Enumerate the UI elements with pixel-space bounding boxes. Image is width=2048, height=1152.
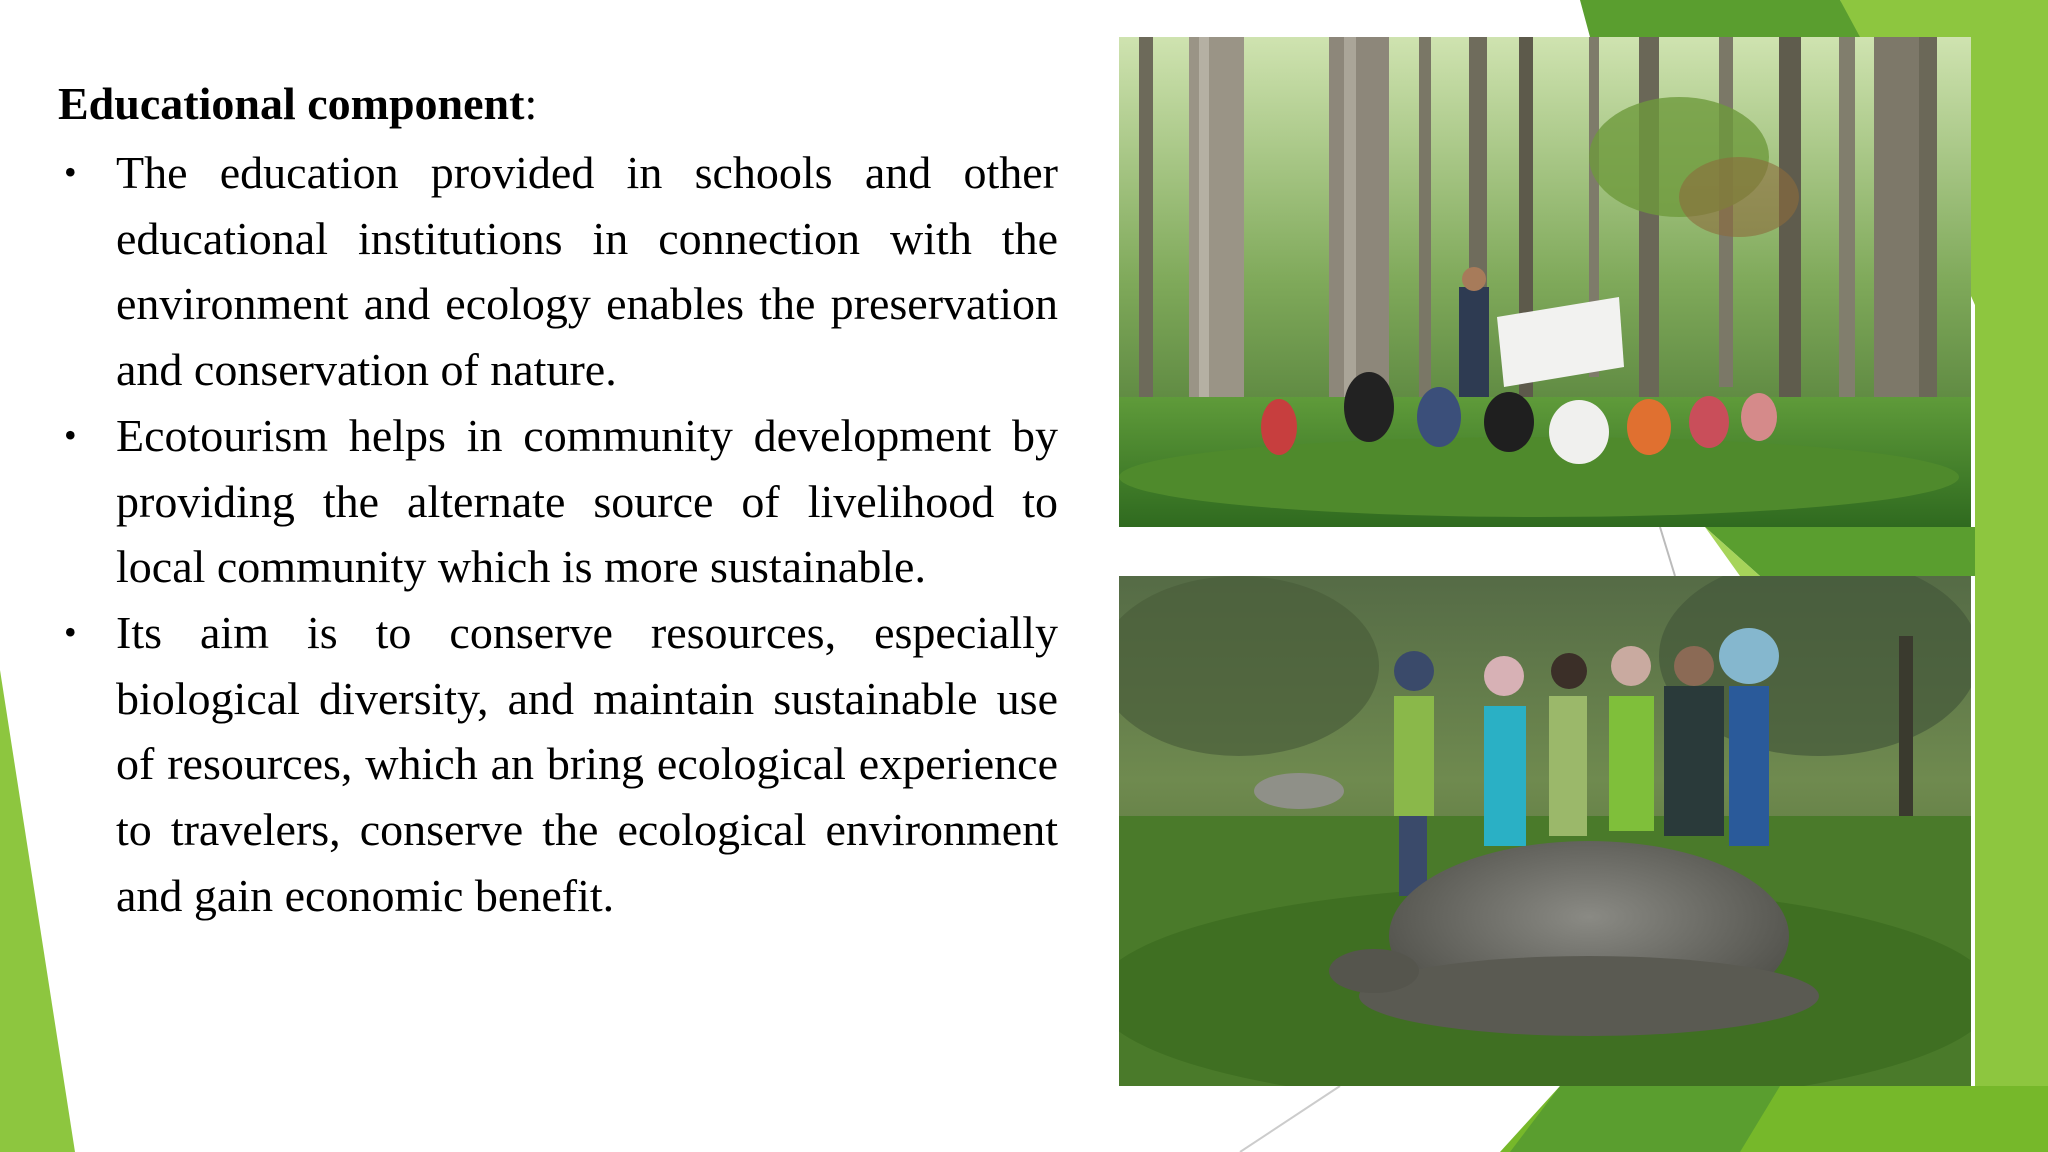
decor-line — [1660, 527, 1675, 576]
forest-class-photo — [1119, 37, 1971, 527]
accent-band-top-dark — [1580, 0, 1860, 37]
list-item — [58, 140, 1058, 403]
tortoise-children-photo — [1119, 576, 1971, 1086]
bullet-text: Ecotourism helps in community development by providing the alternate source of livelihood to local community which is more sustainable. — [116, 409, 1058, 593]
accent-band-right — [1975, 0, 2048, 1152]
list-item — [58, 403, 1058, 600]
bullet-text: The education provided in schools and other educational institutions in connection with the environment and ecology enables the preservation and conservation of nature. — [116, 147, 1058, 396]
slide-heading — [58, 74, 1058, 134]
list-item — [58, 600, 1058, 929]
slide-text — [58, 74, 1058, 928]
accent-band-bottom-dark — [1510, 1086, 1780, 1152]
heading-bold: Educational component — [58, 78, 525, 129]
bullet-text: Its aim is to conserve resources, especially biological diversity, and maintain sustainable use of resources, which an bring ecological experience to travelers, conserve the ecological environment and gain economic benefit. — [116, 606, 1058, 921]
bullet-list — [58, 140, 1058, 928]
decor-line — [1240, 1086, 1340, 1152]
bullet-icon: • — [64, 152, 77, 192]
heading-suffix: : — [524, 78, 538, 129]
bullet-icon: • — [64, 611, 77, 652]
bullet-icon: • — [64, 414, 77, 455]
